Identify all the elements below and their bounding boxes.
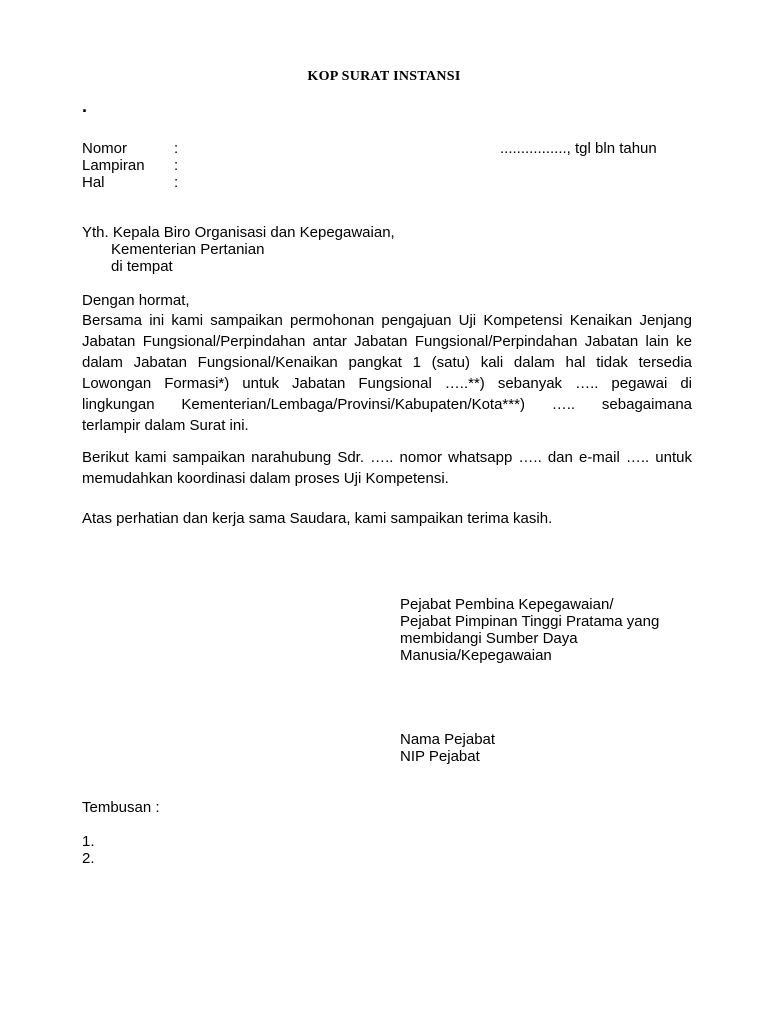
recipient-line-3: di tempat — [111, 258, 173, 275]
lampiran-label: Lampiran — [82, 157, 145, 174]
paragraph-line: Berikut kami sampaikan narahubung Sdr. ….. nomor whatsapp ….. dan e-mail ….. untuk — [82, 449, 692, 466]
recipient-line-2: Kementerian Pertanian — [111, 241, 265, 258]
paragraph-line: lingkungan Kementerian/Lembaga/Provinsi/Kabupaten/Kota***) ….. sebagaimana — [82, 396, 692, 413]
cc-item: 2. — [82, 850, 95, 867]
paragraph-request — [82, 310, 692, 436]
paragraph-line: terlampir dalam Surat ini. — [82, 417, 249, 434]
paragraph-line: Jabatan Fungsional/Perpindahan antar Jabatan Fungsional/Perpindahan Jabatan lain ke — [82, 333, 692, 350]
header-dot: . — [82, 96, 88, 116]
nomor-label: Nomor — [82, 140, 128, 157]
letter-date: ................, tgl bln tahun — [500, 140, 657, 157]
paragraph-line: dalam Jabatan Fungsional/Kenaikan pangkat 1 (satu) kali dalam hal tidak tersedia — [82, 354, 692, 371]
hal-colon: : — [174, 174, 179, 191]
nomor-colon: : — [174, 140, 179, 157]
signature-role-line: Pejabat Pimpinan Tinggi Pratama yang — [400, 613, 660, 630]
recipient-line-1: Yth. Kepala Biro Organisasi dan Kepegawaian, — [82, 224, 395, 241]
signature-role — [400, 596, 659, 664]
signature-role-line: Pejabat Pembina Kepegawaian/ — [400, 596, 614, 613]
lampiran-colon: : — [174, 157, 179, 174]
salutation: Dengan hormat, — [82, 292, 190, 309]
paragraph-contact — [82, 447, 692, 489]
signer-name: Nama Pejabat — [400, 731, 496, 748]
cc-item: 1. — [82, 833, 95, 850]
paragraph-line: memudahkan koordinasi dalam proses Uji Kompetensi. — [82, 470, 449, 487]
signature-role-line: membidangi Sumber Daya — [400, 630, 578, 647]
paragraph-line: Lowongan Formasi*) untuk Jabatan Fungsional …..**) sebanyak ….. pegawai di — [82, 375, 692, 392]
paragraph-line: Bersama ini kami sampaikan permohonan pengajuan Uji Kompetensi Kenaikan Jenjang — [82, 312, 692, 329]
letterhead-title: KOP SURAT INSTANSI — [307, 69, 461, 84]
signature-role-line: Manusia/Kepegawaian — [400, 647, 552, 664]
signer-nip: NIP Pejabat — [400, 748, 480, 765]
cc-label: Tembusan : — [82, 799, 160, 816]
hal-label: Hal — [82, 174, 105, 191]
closing-sentence: Atas perhatian dan kerja sama Saudara, kami sampaikan terima kasih. — [82, 510, 553, 527]
